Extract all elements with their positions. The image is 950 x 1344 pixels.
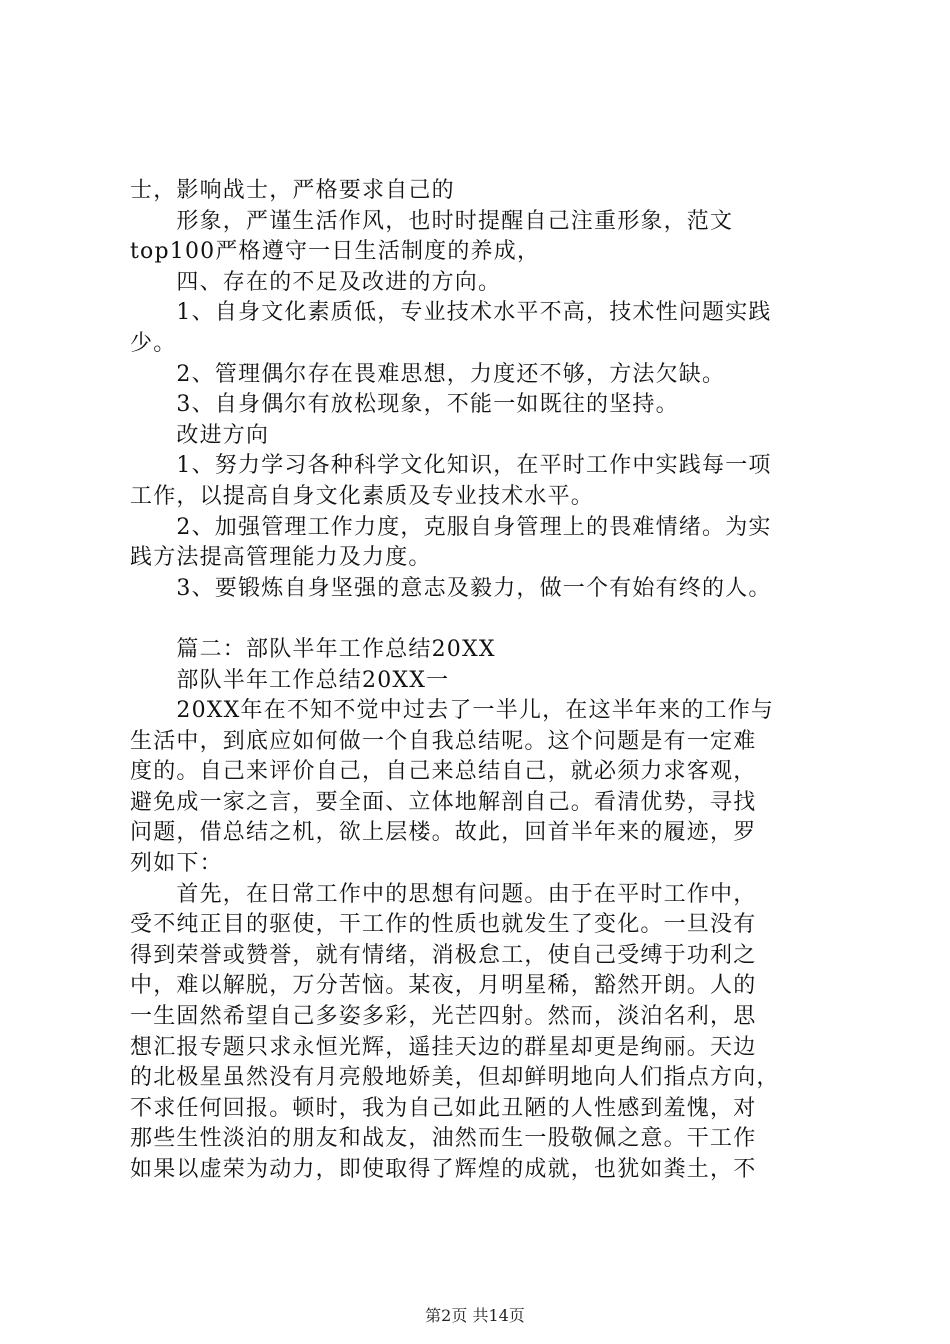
text-line: 度的。自己来评价自己，自己来总结自己，就必须力求客观， [130, 759, 757, 785]
text-line: 那些生性淡泊的朋友和战友，油然而生一股敬佩之意。干工作 [130, 1126, 757, 1152]
text-line: 受不纯正目的驱使，干工作的性质也就发生了变化。一旦没有 [130, 912, 757, 938]
text-line: 首先，在日常工作中的思想有问题。由于在平时工作中， [130, 881, 757, 907]
text-line: 形象，严谨生活作风，也时时提醒自己注重形象，范文 [130, 208, 734, 234]
text-line: 避免成一家之言，要全面、立体地解剖自己。看清优势，寻找 [130, 789, 757, 815]
document-body [130, 176, 842, 1186]
text-line: 一生固然希望自己多姿多彩，光芒四射。然而，淡泊名利，思 [130, 1004, 757, 1030]
text-line: 1、努力学习各种科学文化知识，在平时工作中实践每一项 [130, 453, 772, 479]
text-line: 践方法提高管理能力及力度。 [130, 545, 432, 571]
text-line: top100严格遵守一日生活制度的养成， [130, 239, 541, 265]
text-line: 列如下： [130, 851, 223, 877]
text-line: 2、加强管理工作力度，克服自身管理上的畏难情绪。为实 [130, 514, 772, 540]
text-line: 如果以虚荣为动力，即使取得了辉煌的成就，也犹如粪土，不 [130, 1157, 757, 1182]
text-line: 的北极星虽然没有月亮般地娇美，但却鲜明地向人们指点方向， [130, 1065, 780, 1091]
text-line: 少。 [130, 330, 177, 356]
text-line: 四、存在的不足及改进的方向。 [130, 269, 502, 295]
text-line: 改进方向 [130, 422, 270, 448]
text-line: 士，影响战士，严格要求自己的 [130, 178, 455, 203]
text-line: 3、要锻炼自身坚强的意志及毅力，做一个有始有终的人。 [130, 575, 772, 601]
text-line: 20XX年在不知不觉中过去了一半儿，在这半年来的工作与 [130, 698, 775, 724]
text-line: 中，难以解脱，万分苦恼。某夜，月明星稀，豁然开朗。人的 [130, 973, 757, 999]
text-line: 工作，以提高自身文化素质及专业技术水平。 [130, 483, 595, 509]
text-line: 3、自身偶尔有放松现象，不能一如既往的坚持。 [130, 392, 679, 418]
text-line: 1、自身文化素质低，专业技术水平不高，技术性问题实践 [130, 300, 772, 326]
text-line: 不求任何回报。顿时，我为自己如此丑陋的人性感到羞愧，对 [130, 1095, 757, 1121]
text-line: 问题，借总结之机，欲上层楼。故此，回首半年来的履迹，罗 [130, 820, 757, 846]
blank-line [130, 604, 842, 635]
text-line: 得到荣誉或赞誉，就有情绪，消极怠工，使自己受缚于功利之 [130, 942, 757, 968]
text-line: 生活中，到底应如何做一个自我总结呢。这个问题是有一定难 [130, 728, 757, 754]
page-number-footer: 第2页 共14页 [425, 1306, 525, 1325]
text-line: 2、管理偶尔存在畏难思想，力度还不够，方法欠缺。 [130, 361, 726, 387]
text-line: 篇二：部队半年工作总结20XX [130, 636, 496, 662]
text-line: 部队半年工作总结20XX一 [130, 667, 450, 693]
text-line: 想汇报专题只求永恒光辉，遥挂天边的群星却更是绚丽。天边 [130, 1034, 757, 1060]
